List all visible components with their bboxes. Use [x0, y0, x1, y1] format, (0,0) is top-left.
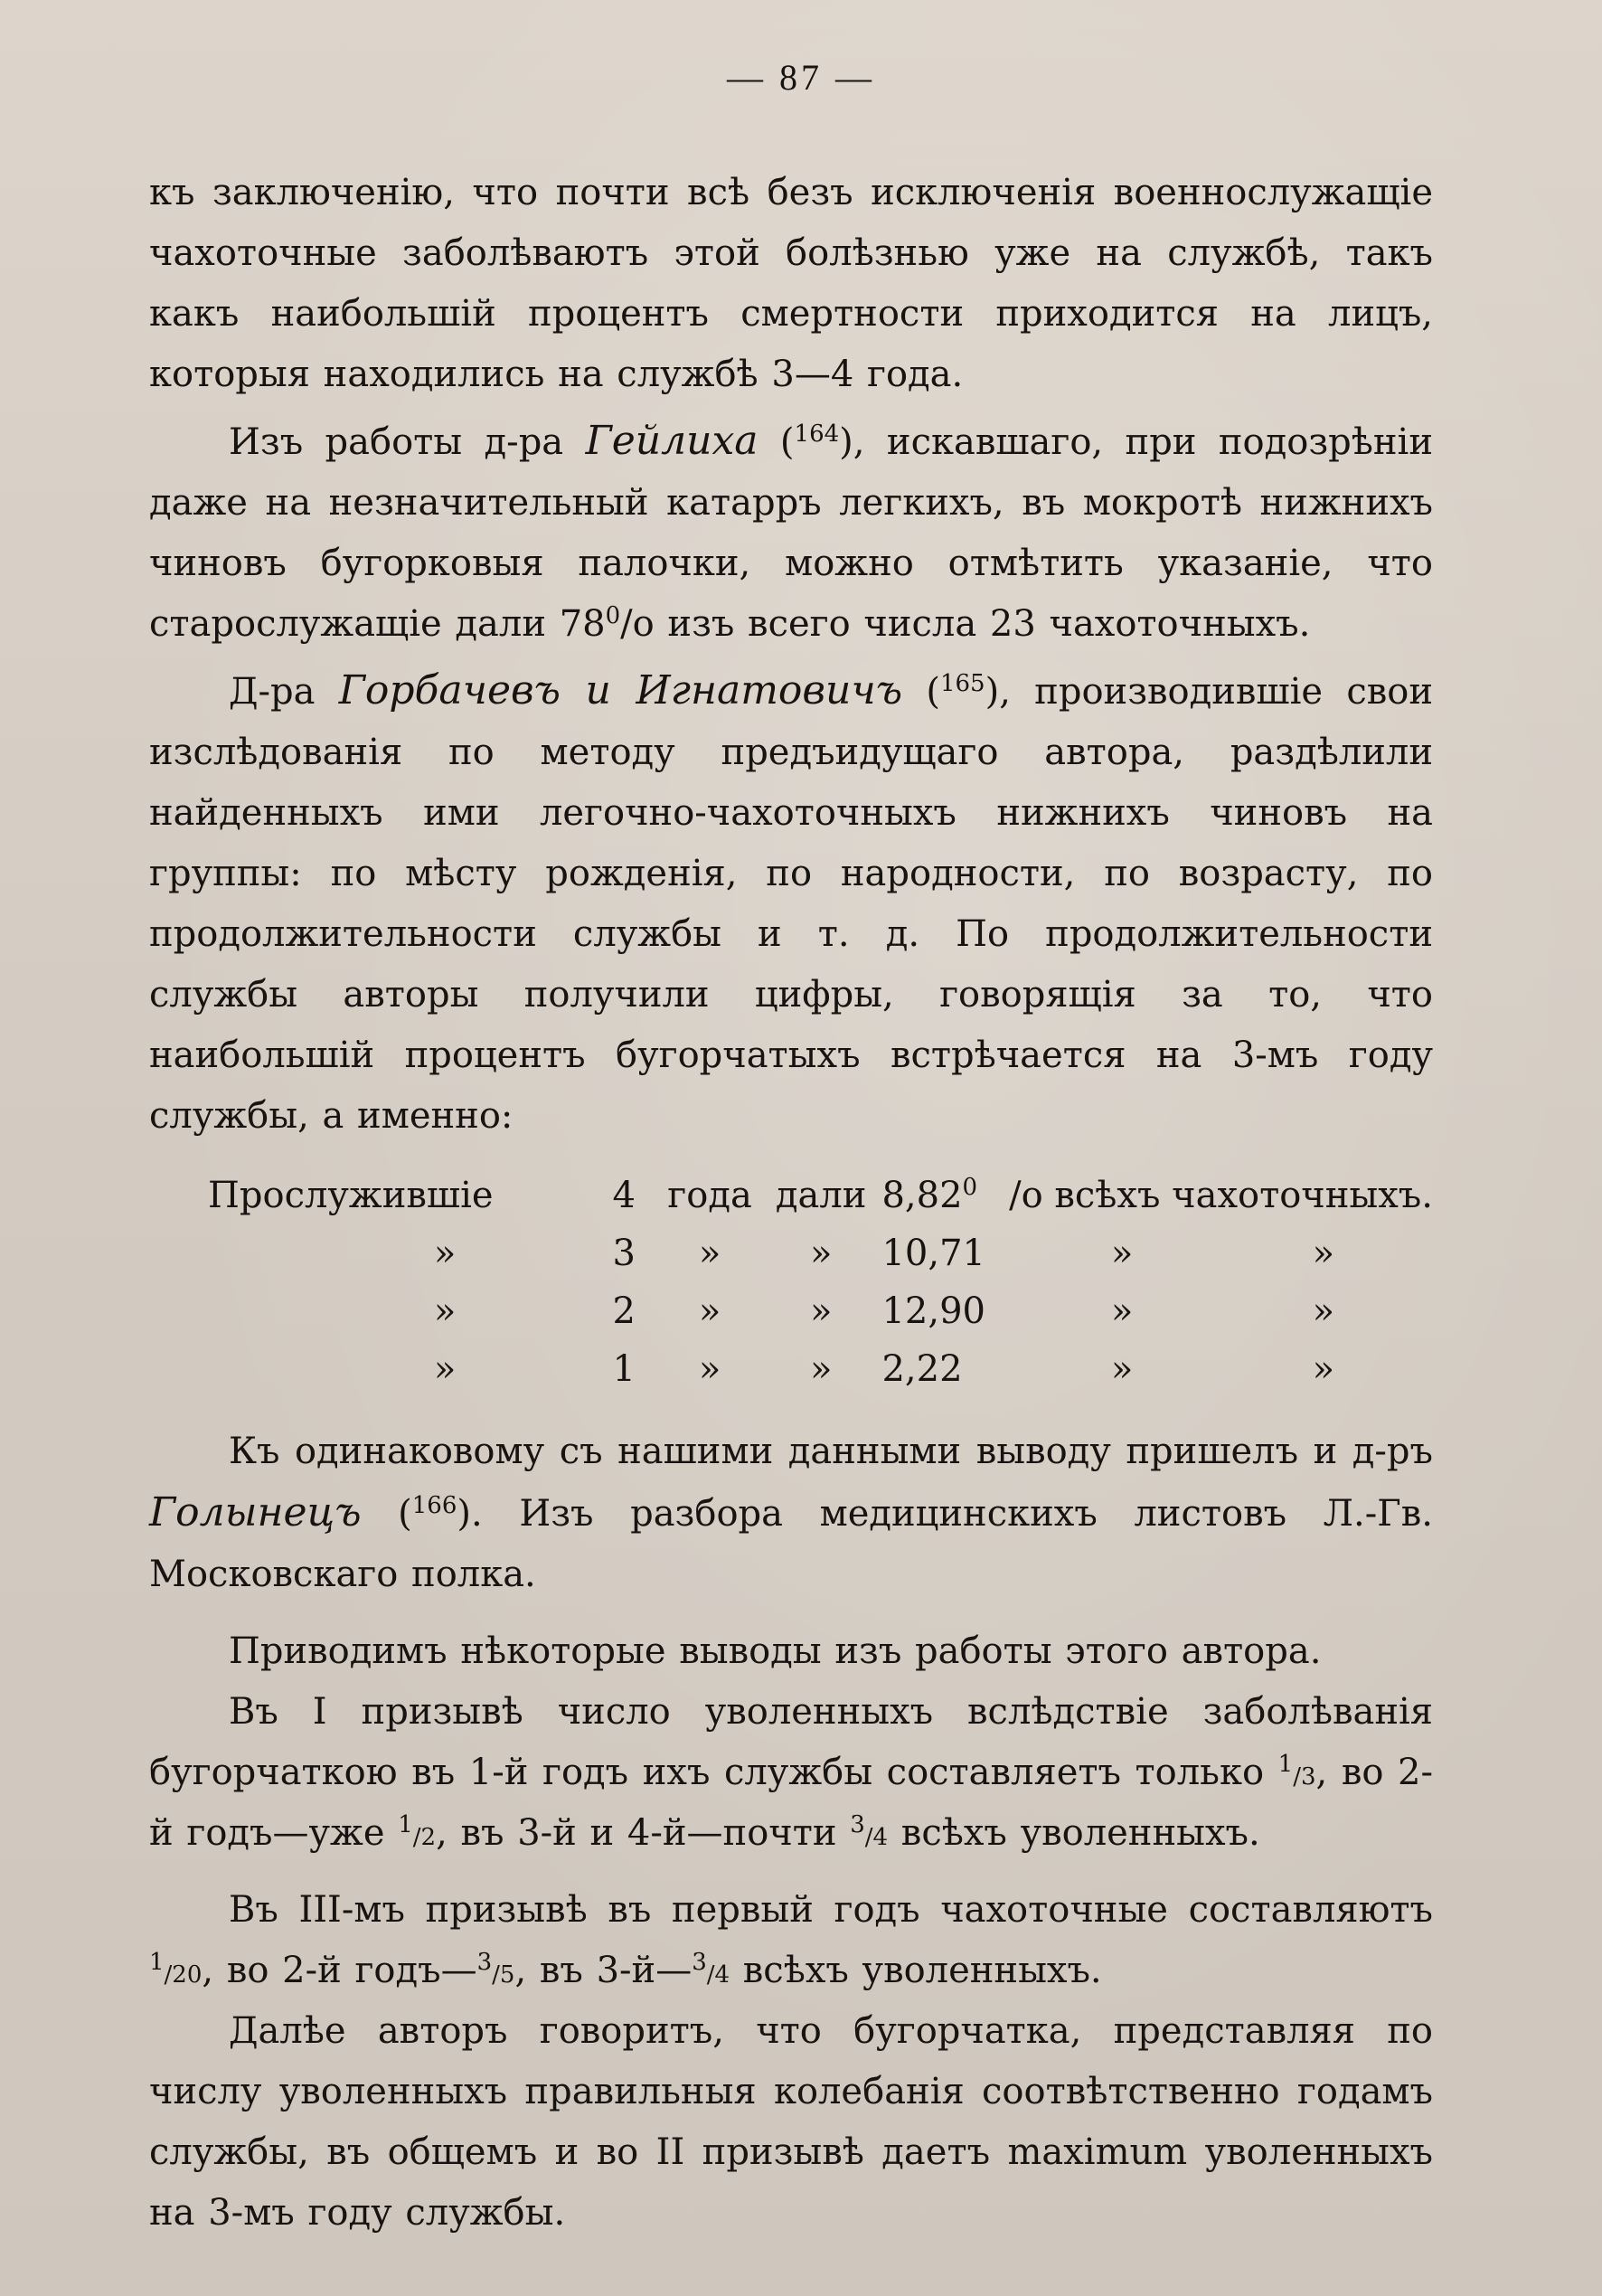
- fraction-denominator: /4: [864, 1824, 889, 1851]
- fraction-denominator: /4: [706, 1961, 730, 1989]
- fraction-denominator: /3: [1293, 1763, 1316, 1791]
- fraction-numerator: 1: [1277, 1751, 1294, 1778]
- row-rest: /o всѣхъ чахоточныхъ.: [1009, 1175, 1433, 1216]
- fraction-three-quarters: [692, 1950, 730, 1991]
- fraction-numerator: 3: [850, 1811, 865, 1838]
- paragraph-7-part1: Въ III-мъ призывѣ въ первый годъ чахоточные составляютъ: [229, 1889, 1433, 1931]
- ditto-mark: »: [1110, 1290, 1134, 1332]
- row-value-number: 8,82: [881, 1175, 963, 1216]
- paragraph-8: Далѣе авторъ говоритъ, что бугорчатка, представляя по числу уволенныхъ правильныя колебанія соотвѣтственно годамъ службы, въ общемъ и во II призывѣ даетъ maximum уволенныхъ на 3-мъ году службы.: [149, 2010, 1433, 2234]
- row-verb: »: [809, 1348, 833, 1390]
- paragraph-6-part4: всѣхъ уволенныхъ.: [888, 1812, 1260, 1854]
- row-label: »: [433, 1290, 457, 1332]
- row-verb: »: [809, 1233, 833, 1274]
- fraction-numerator: 1: [398, 1811, 413, 1838]
- paragraph-7-part4: всѣхъ уволенныхъ.: [730, 1950, 1102, 1991]
- table-row: [149, 1282, 1433, 1340]
- fraction-numerator: 1: [149, 1949, 165, 1976]
- paragraph-7: [149, 1880, 1433, 2001]
- fraction-three-fifths: [477, 1950, 515, 1991]
- paragraph-3-after: , производившіе свои изслѣдованія по методу предъидущаго автора, раздѣлили найденныхъ ими легочно-чахоточныхъ нижнихъ чиновъ на группы: по мѣсту рожденія, по народности, по возрасту, по продолжительности службы и т. д. По продолжительности службы авторы получили цифры, говорящія за то, что наибольшій процентъ бугорчатыхъ встрѣчается на 3-мъ году службы, а именно:: [149, 671, 1433, 1137]
- row-unit: года: [667, 1175, 752, 1216]
- paragraph-2: Изъ работы д-ра Гейлиха ($^{164}$), искавшаго, при подозрѣніи даже на незначительный катарръ легкихъ, въ мокротѣ нижнихъ чиновъ бугорковыя палочки, можно отмѣтить указаніе, что старослужащіе дали $78^0/o$ изъ всего числа 23 чахоточныхъ.: [149, 418, 1433, 645]
- ditto-mark: »: [1312, 1348, 1335, 1390]
- percent-sign-top: 0: [605, 602, 621, 629]
- table-row: [149, 1340, 1433, 1398]
- paragraph-6-part3: , въ 3-й и 4-й—почти: [436, 1812, 851, 1854]
- row-rest: [1009, 1282, 1433, 1340]
- paragraph-6-part2: , во 2-й годъ—уже: [149, 1752, 1433, 1854]
- row-years: 3: [612, 1233, 636, 1274]
- row-value: 12,90: [881, 1290, 985, 1332]
- table-row: [149, 1224, 1433, 1282]
- paragraph-2-after: , искавшаго, при подозрѣніи даже на незначительный катарръ легкихъ, въ мокротѣ нижнихъ чиновъ бугорковыя палочки, можно отмѣтить указаніе, что старослужащіе дали 78: [149, 421, 1433, 645]
- row-label: »: [433, 1348, 457, 1390]
- row-verb: »: [809, 1290, 833, 1332]
- reference-164: 164: [794, 420, 840, 448]
- paragraph-3: Д-ра Горбачевъ и Игнатовичъ ($^{165}$), производившіе свои изслѣдованія по методу предъидущаго автора, раздѣлили найденныхъ ими легочно-чахоточныхъ нижнихъ чиновъ на группы: по мѣсту рожденія, по народности, по возрасту, по продолжительности службы и т. д. По продолжительности службы авторы получили цифры, говорящія за то, что наибольшій процентъ бугорчатыхъ встрѣчается на 3-мъ году службы, а именно:: [149, 667, 1433, 1137]
- row-verb: дали: [775, 1175, 867, 1216]
- fraction-one-third: [1278, 1752, 1316, 1793]
- ditto-mark: »: [1312, 1233, 1335, 1274]
- row-label: Прослужившіе: [208, 1175, 494, 1216]
- reference-165: 165: [939, 670, 985, 697]
- paragraph-2-before: Изъ работы д-ра: [229, 421, 586, 463]
- fraction-one-twentieth: [149, 1950, 202, 1991]
- row-unit: »: [698, 1233, 721, 1274]
- fraction-one-half: [398, 1812, 436, 1854]
- row-value: [874, 1167, 1009, 1224]
- paragraph-3-before: Д-ра: [229, 671, 339, 713]
- table-row: [149, 1167, 1433, 1224]
- author-name-gorbachev: Горбачевъ: [338, 667, 561, 713]
- paragraph-2-tail: /o изъ всего числа 23 чахоточныхъ.: [620, 603, 1311, 645]
- fraction-denominator: /5: [492, 1961, 515, 1989]
- paragraph-6-part1: Въ I призывѣ число уволенныхъ вслѣдствіе заболѣванія бугорчаткою въ 1-й годъ ихъ службы составляетъ только: [149, 1691, 1433, 1793]
- row-rest: [1009, 1340, 1433, 1398]
- row-value: 2,22: [881, 1348, 963, 1390]
- author-name-geilikh: Гейлиха: [585, 418, 759, 464]
- paragraph-7-part2: , во 2-й годъ—: [202, 1950, 477, 1991]
- paragraph-5: Приводимъ нѣкоторые выводы изъ работы этого автора.: [229, 1630, 1322, 1672]
- paragraph-1: къ заключенію, что почти всѣ безъ исключенія военнослужащіе чахоточные заболѣваютъ этой болѣзнью уже на службѣ, такъ какъ наибольшій процентъ смертности приходится на лицъ, которыя находились на службѣ 3—4 года.: [149, 172, 1433, 395]
- fraction-three-quarters: [850, 1812, 888, 1854]
- row-years: 4: [612, 1175, 636, 1216]
- author-name-golynets: Голынецъ: [149, 1489, 362, 1535]
- page-number: — 87 —: [727, 57, 875, 98]
- fraction-denominator: /2: [412, 1824, 437, 1851]
- paragraph-7-part3: , въ 3-й—: [514, 1950, 693, 1991]
- paragraph-4: Къ одинаковому съ нашими данными выводу пришелъ и д-ръ Голынецъ ($^{166}$). Изъ разбора медицинскихъ листовъ Л.-Гв. Московскаго полка.: [149, 1431, 1433, 1595]
- fraction-denominator: /20: [164, 1961, 203, 1989]
- reference-166: 166: [411, 1492, 457, 1519]
- row-rest: [1009, 1224, 1433, 1282]
- row-label: »: [433, 1233, 457, 1274]
- paragraph-4-before: Къ одинаковому съ нашими данными выводу пришелъ и д-ръ: [229, 1431, 1433, 1472]
- body-text: [149, 163, 1433, 2244]
- author-name-ignatovich: Игнатовичъ: [636, 667, 903, 713]
- paragraph-4-after: . Изъ разбора медицинскихъ листовъ Л.-Гв. Московскаго полка.: [149, 1493, 1433, 1595]
- fraction-numerator: 3: [692, 1949, 707, 1976]
- row-value: 10,71: [881, 1233, 985, 1274]
- author-connector: и: [560, 667, 636, 713]
- ditto-mark: »: [1110, 1233, 1134, 1274]
- fraction-numerator: 3: [476, 1949, 493, 1976]
- ditto-mark: »: [1110, 1348, 1134, 1390]
- row-unit: »: [698, 1290, 721, 1332]
- row-value-percent-top: 0: [962, 1174, 978, 1201]
- row-years: 2: [612, 1290, 636, 1332]
- paragraph-6: [149, 1682, 1433, 1864]
- ditto-mark: »: [1312, 1290, 1335, 1332]
- row-years: 1: [612, 1348, 636, 1390]
- row-unit: »: [698, 1348, 721, 1390]
- service-years-table: [149, 1167, 1433, 1398]
